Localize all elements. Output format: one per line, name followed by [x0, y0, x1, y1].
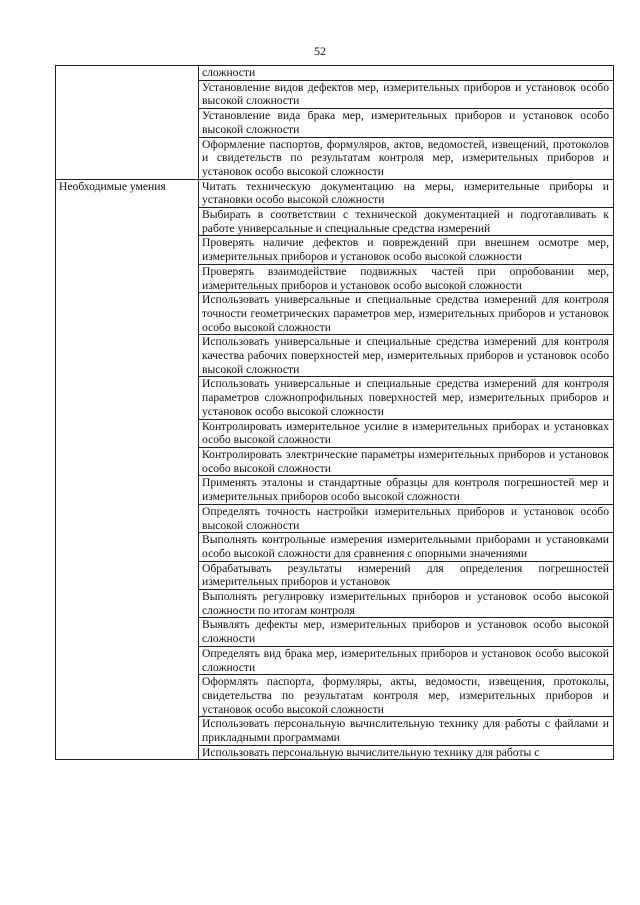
- skill-cell: Проверять взаимодействие подвижных частей при опробовании мер, измерительных приборов и установок особо высокой сложности: [199, 264, 614, 292]
- skill-cell: Выбирать в соответствии с технической документацией и подготавливать к работе универсальные и специальные средства измерений: [199, 208, 614, 236]
- skill-cell: Выявлять дефекты мер, измерительных приборов и установок особо высокой сложности: [199, 618, 614, 646]
- skill-cell: Проверять наличие дефектов и повреждений при внешнем осмотре мер, измерительных приборов и установок особо высокой сложности: [199, 236, 614, 264]
- skill-cell: Обрабатывать результаты измерений для определения погрешностей измерительных приборов и установок: [199, 561, 614, 589]
- skill-cell: Оформлять паспорта, формуляры, акты, ведомости, извещения, протоколы, свидетельства по результатам контроля мер, измерительных приборов и установок особо высокой сложности: [199, 675, 614, 717]
- skill-cell: Использовать персональную вычислительную технику для работы с: [199, 745, 614, 760]
- skill-cell: Читать техническую документацию на меры, измерительные приборы и установки особо высокой сложности: [199, 179, 614, 207]
- skill-cell: Использовать персональную вычислительную технику для работы с файлами и прикладными программами: [199, 717, 614, 745]
- competency-table: [55, 65, 614, 760]
- table-row: [56, 179, 614, 207]
- skill-cell: Использовать универсальные и специальные средства измерений для контроля качества рабочих поверхностей мер, измерительных приборов и установок особо высокой сложности: [199, 335, 614, 377]
- skill-cell: Определять точность настройки измерительных приборов и установок особо высокой сложности: [199, 504, 614, 532]
- skills-label: Необходимые умения: [56, 179, 199, 760]
- page-number: 52: [314, 44, 326, 58]
- skill-cell: Использовать универсальные и специальные средства измерений для контроля точности геометрических параметров мер, измерительных приборов и установок особо высокой сложности: [199, 293, 614, 335]
- skill-cell: Применять эталоны и стандартные образцы для контроля погрешностей мер и измерительных приборов особо высокой сложности: [199, 476, 614, 504]
- table-row: [56, 66, 614, 81]
- skill-cell: Контролировать электрические параметры измерительных приборов и установок особо высокой сложности: [199, 447, 614, 475]
- action-cell: сложности: [199, 66, 614, 81]
- action-cell: Установление вида брака мер, измерительных приборов и установок особо высокой сложности: [199, 109, 614, 137]
- action-cell: Установление видов дефектов мер, измерительных приборов и установок особо высокой сложности: [199, 80, 614, 108]
- action-cell: Оформление паспортов, формуляров, актов, ведомостей, извещений, протоколов и свидетельств по результатам контроля мер, измерительных приборов и установок особо высокой сложности: [199, 137, 614, 179]
- skill-cell: Контролировать измерительное усилие в измерительных приборах и установках особо высокой сложности: [199, 419, 614, 447]
- skill-cell: Использовать универсальные и специальные средства измерений для контроля параметров сложнопрофильных поверхностей мер, измерительных приборов и установок особо высокой сложности: [199, 377, 614, 419]
- skill-cell: Выполнять регулировку измерительных приборов и установок особо высокой сложности по итогам контроля: [199, 590, 614, 618]
- label-cell-empty: [56, 66, 199, 180]
- skill-cell: Выполнять контрольные измерения измерительными приборами и установками особо высокой сложности для сравнения с опорными значениями: [199, 533, 614, 561]
- skill-cell: Определять вид брака мер, измерительных приборов и установок особо высокой сложности: [199, 646, 614, 674]
